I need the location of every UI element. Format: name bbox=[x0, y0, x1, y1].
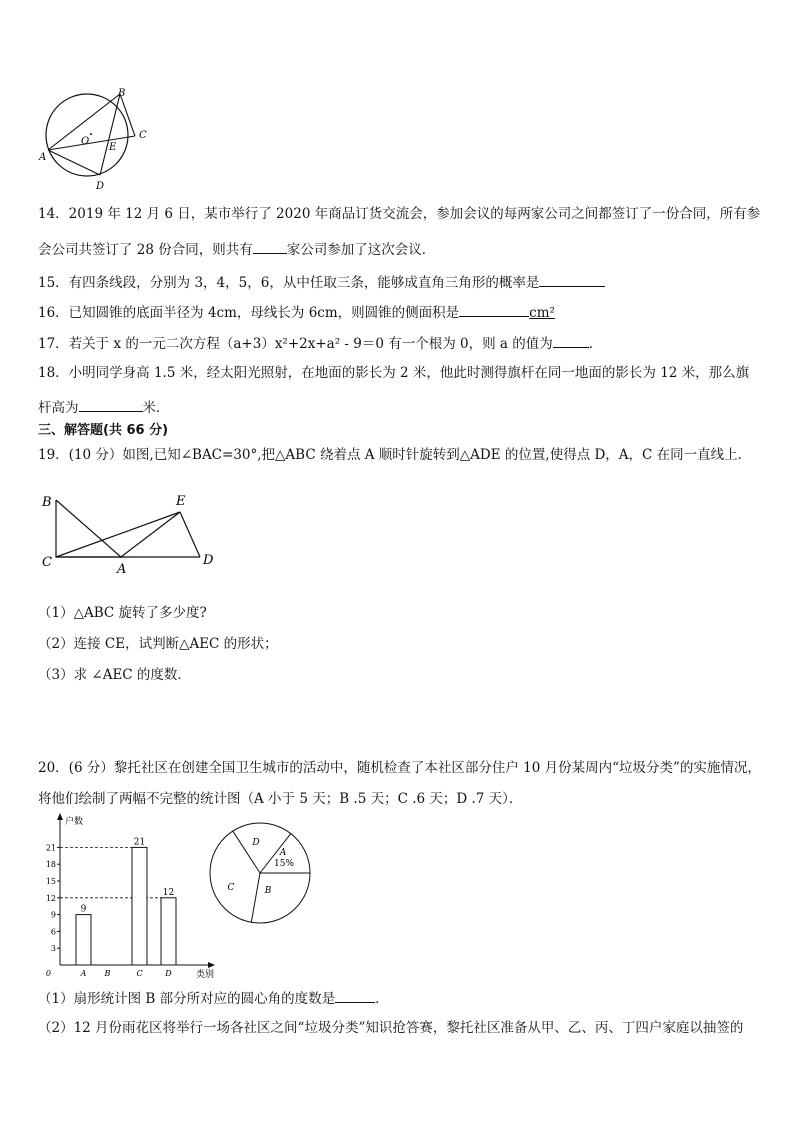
q17-line bbox=[38, 333, 602, 353]
section-heading: 三、解答题(共 66 分) bbox=[38, 423, 169, 438]
pie-annotation: 15% bbox=[273, 859, 295, 869]
q18-text-end: 米． bbox=[142, 400, 170, 416]
q19-sub2: （2）连接 CE，试判断△AEC 的形状； bbox=[38, 636, 278, 652]
q18-answer-blank[interactable] bbox=[79, 397, 143, 412]
y-tick-label: 3 bbox=[50, 944, 56, 954]
pie-chart bbox=[205, 818, 315, 928]
y-axis-arrow bbox=[57, 813, 63, 820]
label-B: B bbox=[42, 495, 52, 510]
y-tick-label: 6 bbox=[50, 927, 56, 937]
q20-answer-blank[interactable] bbox=[335, 988, 375, 1003]
pie-label: B bbox=[264, 886, 272, 896]
q16-line bbox=[38, 302, 555, 322]
q18-text: 杆高为 bbox=[38, 400, 79, 416]
q19-sub1: （1）△ABC 旋转了多少度? bbox=[38, 605, 207, 621]
pie-label: A bbox=[279, 848, 287, 858]
label-C: C bbox=[139, 130, 147, 141]
q15-line bbox=[38, 272, 605, 292]
x-axis-arrow bbox=[208, 962, 215, 968]
x-tick-label: D bbox=[165, 969, 172, 978]
q20-sub1-text: （1）扇形统计图 B 部分所对应的圆心角的度数是 bbox=[38, 991, 336, 1007]
x-tick-label: A bbox=[80, 969, 87, 978]
y-tick-label: 21 bbox=[45, 843, 56, 853]
q20-stem1: 20．(6 分）黎托社区在创建全国卫生城市的活动中，随机检查了本社区部分住户 10 月份某周内“垃圾分类”的实施情况， bbox=[38, 760, 761, 776]
x-axis-label: 类别 bbox=[196, 970, 215, 980]
y-tick-label: 12 bbox=[45, 893, 56, 903]
label-A: A bbox=[39, 152, 47, 163]
bar-data-label: 12 bbox=[162, 887, 175, 898]
q16-text: 16．已知圆锥的底面半径为 4cm，母线长为 6cm，则圆锥的侧面积是 bbox=[38, 305, 460, 321]
x-tick-label: B bbox=[104, 969, 111, 978]
q14-line2 bbox=[38, 239, 435, 259]
pie-label: C bbox=[227, 883, 235, 893]
q20-sub2: （2）12 月份雨花区将举行一场各社区之间“垃圾分类”知识抢答赛，黎托社区准备从甲、乙、丙、丁四户家庭以抽签的 bbox=[38, 1020, 744, 1036]
q19-stem: 19．(10 分）如图,已知∠BAC=30°,把△ABC 绕着点 A 顺时针旋转到△ADE 的位置,使得点 D，A，C 在同一直线上． bbox=[38, 447, 752, 463]
q16-unit: cm² bbox=[529, 305, 555, 321]
bar bbox=[76, 915, 91, 965]
label-A: A bbox=[117, 562, 127, 577]
label-O: O bbox=[81, 136, 90, 147]
bar-data-label: 21 bbox=[133, 837, 146, 848]
label-D: D bbox=[203, 553, 214, 568]
y-tick-label: 0 bbox=[45, 969, 51, 978]
q15-text: 15．有四条线段，分别为 3，4，5，6，从中任取三条，能够成直角三角形的概率是 bbox=[38, 275, 540, 291]
bar bbox=[161, 898, 176, 965]
y-tick-label: 15 bbox=[45, 877, 56, 886]
q14-answer-blank[interactable] bbox=[253, 239, 287, 254]
label-B: B bbox=[118, 88, 126, 99]
circle bbox=[46, 94, 128, 176]
y-axis-label: 户数 bbox=[65, 817, 84, 827]
q20-sub1 bbox=[38, 988, 389, 1008]
q20-sub1-end: ． bbox=[375, 991, 389, 1007]
y-tick-label: 9 bbox=[50, 910, 56, 920]
bar-data-label: 9 bbox=[80, 904, 87, 915]
q18-line1: 18．小明同学身高 1.5 米，经太阳光照射，在地面的影长为 2 米，他此时测得旗杆在同一地面的影长为 12 米，那么旗 bbox=[38, 365, 750, 381]
y-tick-label: 18 bbox=[45, 860, 56, 870]
label-D: D bbox=[96, 181, 105, 192]
q17-text: 17．若关于 x 的一元二次方程（a+3）x²+2x+a² - 9＝0 有一个根为 0，则 a 的值为 bbox=[38, 336, 553, 352]
q14-text: 会公司共签订了 28 份合同，则共有 bbox=[38, 242, 253, 258]
pie-label: D bbox=[252, 838, 260, 848]
pie-slice-boundary bbox=[251, 873, 260, 922]
q17-end: ． bbox=[588, 336, 603, 352]
q19-sub3: （3）求 ∠AEC 的度数． bbox=[38, 667, 191, 683]
q16-answer-blank[interactable] bbox=[459, 302, 529, 317]
q14-text-end: 家公司参加了这次会议． bbox=[286, 242, 436, 258]
x-tick-label: C bbox=[136, 969, 143, 978]
label-E: E bbox=[176, 494, 186, 509]
triangle-figure bbox=[38, 486, 228, 578]
q18-line2 bbox=[38, 397, 170, 417]
label-C: C bbox=[42, 555, 52, 570]
bar-chart bbox=[40, 812, 230, 980]
q15-answer-blank[interactable] bbox=[539, 272, 605, 287]
q14-line1: 14．2019 年 12 月 6 日，某市举行了 2020 年商品订货交流会，参加会议的每两家公司之间都签订了一份合同，所有参 bbox=[38, 206, 761, 222]
circle-figure bbox=[36, 86, 156, 194]
q17-answer-blank[interactable] bbox=[553, 333, 589, 348]
bar bbox=[132, 847, 147, 965]
q20-stem2: 将他们绘制了两幅不完整的统计图（A 小于 5 天；B .5 天；C .6 天；D .7 天）． bbox=[38, 791, 523, 807]
label-E: E bbox=[109, 142, 117, 153]
